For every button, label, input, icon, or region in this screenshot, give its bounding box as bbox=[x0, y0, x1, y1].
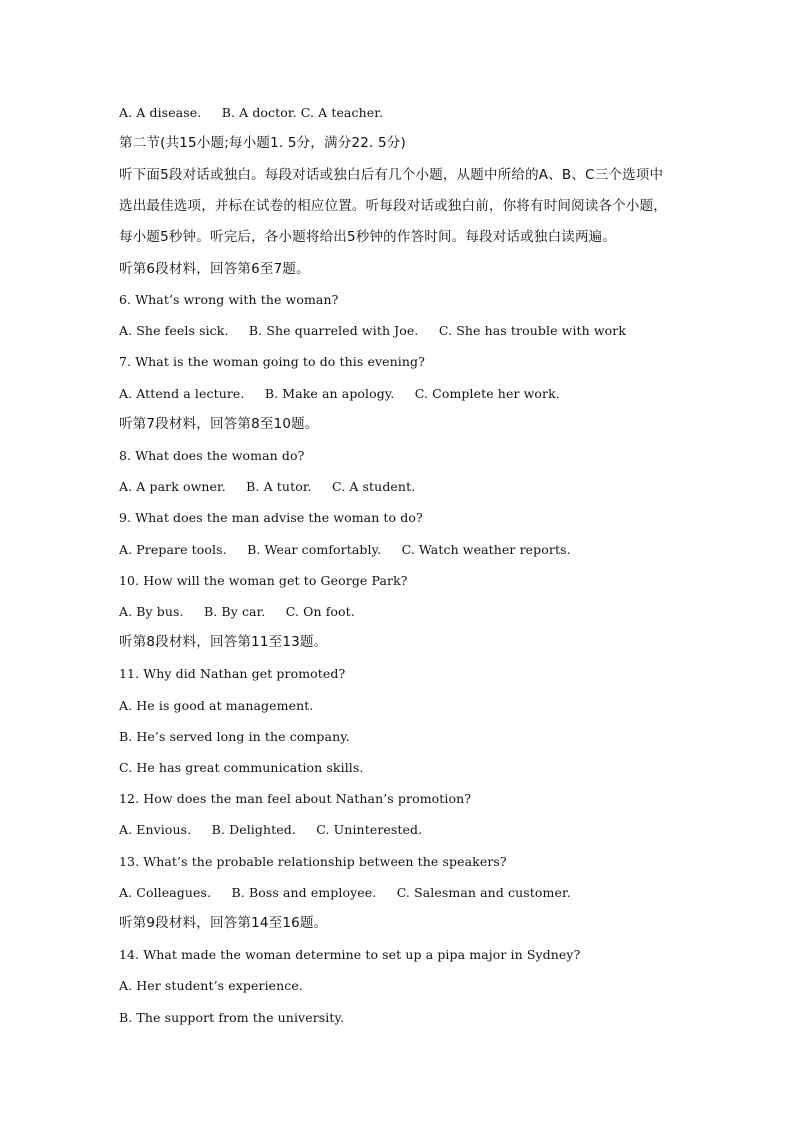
instructions-line-2: 选出最佳选项，并标在试卷的相应位置。听每段对话或独白前，你将有时间阅读各个小题， bbox=[119, 198, 667, 214]
question-12: 12. How does the man feel about Nathan’s promotion? bbox=[119, 791, 472, 806]
question-11-option-b: B. He’s served long in the company. bbox=[119, 729, 350, 744]
question-7-options: A. Attend a lecture. B. Make an apology. C. Complete her work. bbox=[119, 386, 560, 401]
question-9: 9. What does the man advise the woman to do? bbox=[119, 510, 423, 525]
question-7: 7. What is the woman going to do this evening? bbox=[119, 354, 425, 369]
material-6-heading: 听第6段材料，回答第6至7题。 bbox=[119, 261, 310, 277]
question-14-option-a: A. Her student’s experience. bbox=[119, 978, 303, 993]
question-11-option-c: C. He has great communication skills. bbox=[119, 760, 364, 775]
instructions-line-1: 听下面5段对话或独白。每段对话或独白后有几个小题，从题中所给的A、B、C三个选项中 bbox=[119, 167, 664, 183]
question-14-option-b: B. The support from the university. bbox=[119, 1010, 345, 1025]
instructions-line-3: 每小题5秒钟。听完后，各小题将给出5秒钟的作答时间。每段对话或独白读两遍。 bbox=[119, 229, 617, 245]
question-13: 13. What’s the probable relationship between the speakers? bbox=[119, 854, 507, 869]
q5-options: A. A disease. B. A doctor. C. A teacher. bbox=[119, 105, 384, 120]
question-8-options: A. A park owner. B. A tutor. C. A student. bbox=[119, 479, 416, 494]
question-14: 14. What made the woman determine to set up a pipa major in Sydney? bbox=[119, 947, 581, 962]
section-heading: 第二节(共15小题;每小题1. 5分，满分22. 5分) bbox=[119, 135, 406, 151]
question-12-options: A. Envious. B. Delighted. C. Uninterested. bbox=[119, 822, 423, 837]
question-11: 11. Why did Nathan get promoted? bbox=[119, 666, 346, 681]
question-10: 10. How will the woman get to George Park? bbox=[119, 573, 408, 588]
question-13-options: A. Colleagues. B. Boss and employee. C. Salesman and customer. bbox=[119, 885, 571, 900]
material-8-heading: 听第8段材料，回答第11至13题。 bbox=[119, 634, 328, 650]
material-9-heading: 听第9段材料，回答第14至16题。 bbox=[119, 915, 328, 931]
question-9-options: A. Prepare tools. B. Wear comfortably. C. Watch weather reports. bbox=[119, 542, 571, 557]
question-10-options: A. By bus. B. By car. C. On foot. bbox=[119, 604, 355, 619]
question-11-option-a: A. He is good at management. bbox=[119, 698, 314, 713]
question-6: 6. What’s wrong with the woman? bbox=[119, 292, 339, 307]
material-7-heading: 听第7段材料，回答第8至10题。 bbox=[119, 416, 319, 432]
question-6-options: A. She feels sick. B. She quarreled with Joe. C. She has trouble with work bbox=[119, 323, 627, 338]
question-8: 8. What does the woman do? bbox=[119, 448, 305, 463]
